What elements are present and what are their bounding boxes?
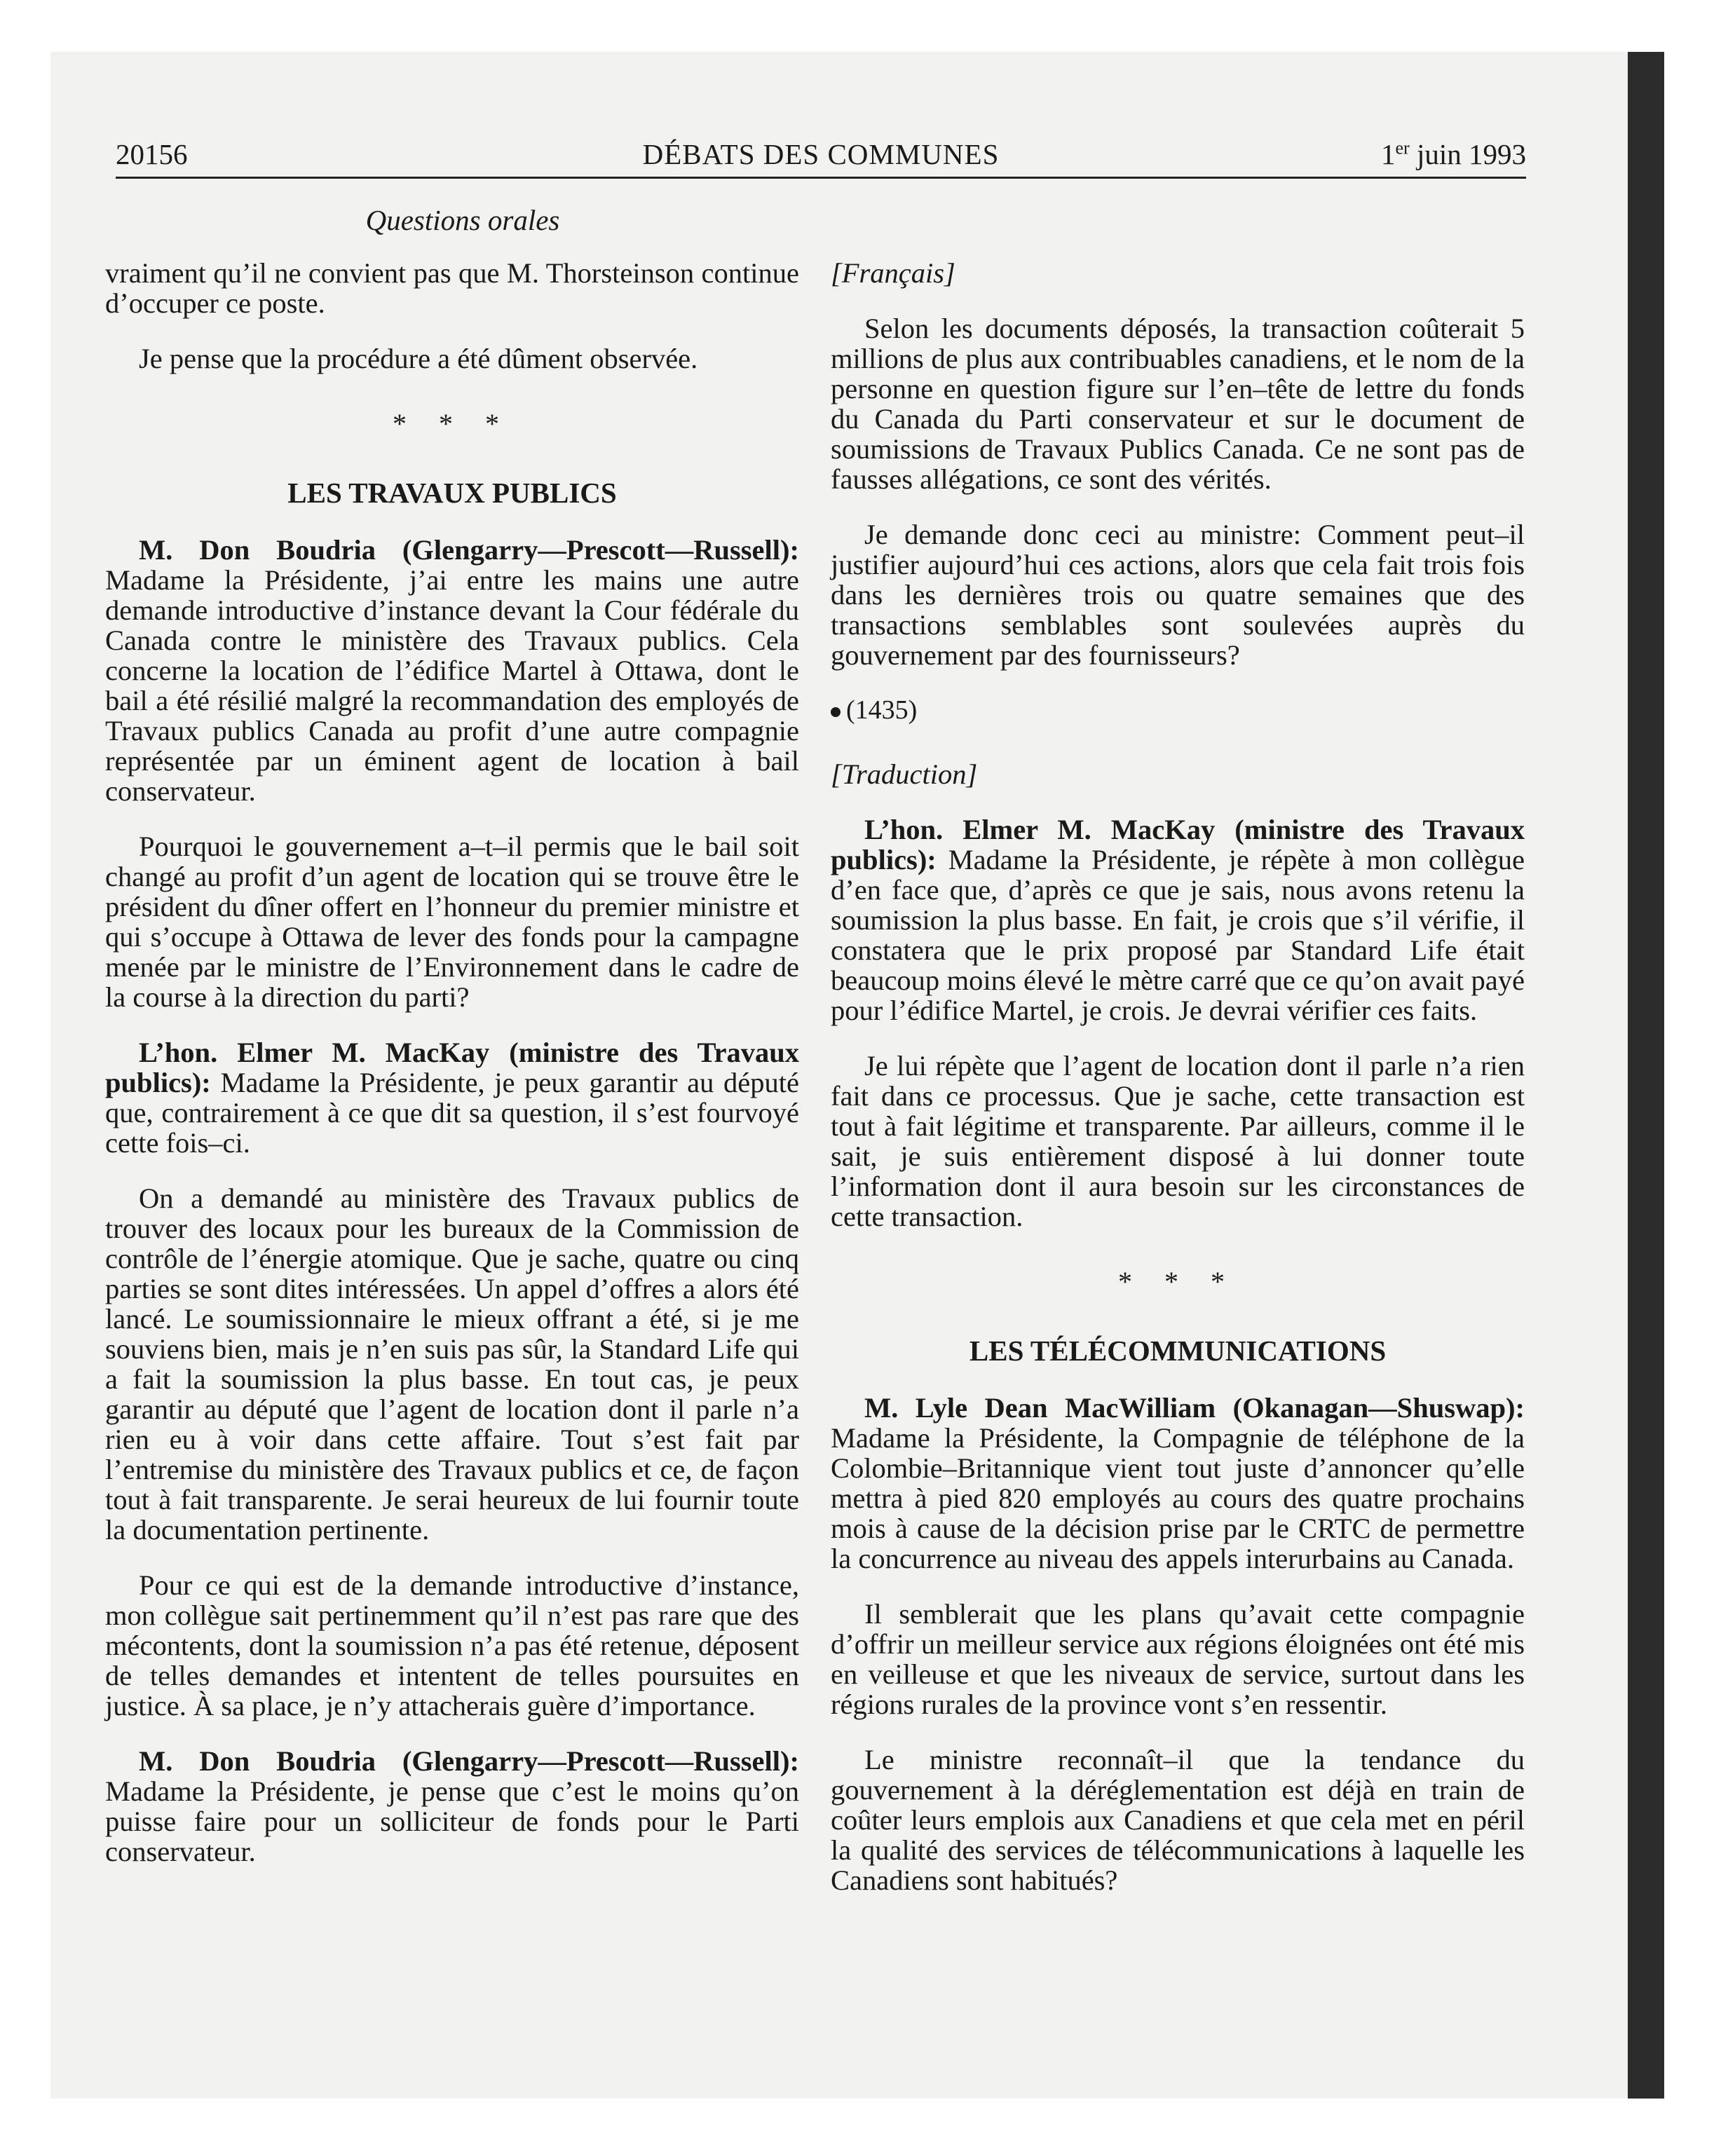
speaker-name: M. Don Boudria (Glengarry—Prescott—Russell): bbox=[139, 534, 799, 566]
paragraph: Pour ce qui est de la demande introductive d’instance, mon collègue sait pertinemment qu’il n’est pas rare que des mécontents, dont la soumission n’a pas été retenue, déposent de telles demandes et intentent de telles poursuites en justice. À sa place, je n’y attacherais guère d’importance. bbox=[105, 1569, 799, 1721]
right-column bbox=[831, 258, 1525, 1920]
header-rule bbox=[116, 177, 1526, 179]
speech-paragraph bbox=[105, 535, 799, 806]
speech-paragraph bbox=[831, 1393, 1525, 1574]
section-divider: * * * bbox=[393, 408, 512, 439]
speech-paragraph bbox=[105, 1037, 799, 1158]
date-month-year: juin 1993 bbox=[1409, 138, 1526, 170]
language-tag: [Traduction] bbox=[831, 758, 978, 790]
bullet-icon bbox=[831, 707, 841, 717]
left-column bbox=[105, 258, 799, 1892]
paragraph: Selon les documents déposés, la transaction coûterait 5 millions de plus aux contribuables canadiens, et le nom de la personne en question figure sur l’en–tête de lettre du fonds du Canada du Parti conservateur et sur le document de soumissions de Travaux Publics Canada. Ce ne sont pas de fausses allégations, ce sont des vérités. bbox=[831, 313, 1525, 495]
publication-title: DÉBATS DES COMMUNES bbox=[642, 138, 1000, 170]
language-tag: [Français] bbox=[831, 257, 955, 289]
speaker-name: M. Lyle Dean MacWilliam (Okanagan—Shuswap): bbox=[864, 1392, 1525, 1424]
section-heading: LES TRAVAUX PUBLICS bbox=[287, 477, 617, 509]
time-stamp bbox=[831, 695, 1525, 725]
page-number: 20156 bbox=[116, 138, 188, 170]
speech-text: Madame la Présidente, la Compagnie de téléphone de la Colombie–Britannique vient tout juste d’annoncer qu’elle mettra à pied 820 employés au cours des quatre prochains mois à cause de la décision prise par le CRTC de permettre la concurrence au niveau des appels interurbains au Canada. bbox=[831, 1422, 1525, 1574]
speaker-name: M. Don Boudria (Glengarry—Prescott—Russell): bbox=[139, 1745, 799, 1777]
speech-text: Madame la Présidente, je répète à mon collègue d’en face que, d’après ce que je sais, nous avons retenu la soumission la plus basse. En fait, je crois que s’il vérifie, il constatera que le prix proposé par Standard Life était beaucoup moins élevé le mètre carré que ce qu’on avait payé pour l’édifice Martel, je crois. Je devrai vérifier ces faits. bbox=[831, 844, 1525, 1026]
paragraph: Pourquoi le gouvernement a–t–il permis que le bail soit changé au profit d’un agent de location qui se trouve être le président du dîner offert en l’honneur du premier ministre et qui s’occupe à Ottawa de lever des fonds pour la campagne menée par le ministre de l’Environnement dans le cadre de la course à la direction du parti? bbox=[105, 831, 799, 1013]
section-label: Questions orales bbox=[365, 204, 560, 236]
paragraph: Il semblerait que les plans qu’avait cette compagnie d’offrir un meilleur service aux régions éloignées ont été mis en veilleuse et que les niveaux de service, surtout dans les régions rurales de la province vont s’en ressentir. bbox=[831, 1598, 1525, 1720]
date-day: 1 bbox=[1381, 138, 1396, 170]
section-heading: LES TÉLÉCOMMUNICATIONS bbox=[969, 1335, 1387, 1367]
speaker-name: L’hon. Elmer M. MacKay (ministre des Travaux publics): bbox=[831, 814, 1525, 875]
section-divider: * * * bbox=[1118, 1266, 1237, 1297]
paragraph: Le ministre reconnaît–il que la tendance du gouvernement à la déréglementation est déjà en train de coûter leurs emplois aux Canadiens et que cela met en péril la qualité des services de télécommunications à laquelle les Canadiens sont habitués? bbox=[831, 1744, 1525, 1896]
speech-text: Madame la Présidente, je pense que c’est le moins qu’on puisse faire pour un solliciteur de fonds pour le Parti conservateur. bbox=[105, 1775, 799, 1867]
page-binding-edge bbox=[1628, 52, 1664, 2099]
speech-text: Madame la Présidente, j’ai entre les mains une autre demande introductive d’instance devant la Cour fédérale du Canada contre le ministère des Travaux publics. Cela concerne la location de l’édifice Martel à Ottawa, dont le bail a été résilié malgré la recommandation des employés de Travaux publics Canada au profit d’une autre compagnie représentée par un éminent agent de location à bail conservateur. bbox=[105, 564, 799, 807]
speech-paragraph bbox=[105, 1746, 799, 1867]
date-superscript: er bbox=[1395, 137, 1410, 158]
time-stamp-text: (1435) bbox=[846, 695, 918, 725]
paragraph: vraiment qu’il ne convient pas que M. Thorsteinson continue d’occuper ce poste. bbox=[105, 257, 799, 319]
speaker-name: L’hon. Elmer M. MacKay (ministre des Travaux publics): bbox=[105, 1037, 799, 1098]
paragraph: On a demandé au ministère des Travaux publics de trouver des locaux pour les bureaux de la Commission de contrôle de l’énergie atomique. Que je sache, quatre ou cinq parties se sont dites intéressées. Un appel d’offres a alors été lancé. Le soumissionnaire le mieux offrant a été, si je me souviens bien, mais je n’en suis pas sûr, la Standard Life qui a fait la soumission la plus basse. En tout cas, je peux garantir au député que l’agent de location dont il parle n’a rien eu à voir dans cette affaire. Tout s’est fait par l’entremise du ministère des Travaux publics et ce, de façon tout à fait transparente. Je serai heureux de lui fournir toute la documentation pertinente. bbox=[105, 1182, 799, 1546]
speech-paragraph bbox=[831, 814, 1525, 1025]
page-header bbox=[116, 130, 1526, 175]
paragraph: Je pense que la procédure a été dûment observée. bbox=[139, 343, 698, 374]
paragraph: Je lui répète que l’agent de location dont il parle n’a rien fait dans ce processus. Que je sache, cette transaction est tout à fait légitime et transparente. Par ailleurs, comme il le sait, je suis entièrement disposé à lui donner toute l’information dont il aura besoin sur les circonstances de cette transaction. bbox=[831, 1050, 1525, 1232]
paragraph: Je demande donc ceci au ministre: Comment peut–il justifier aujourd’hui ces actions, alors que cela fait trois fois dans les dernières trois ou quatre semaines que des transactions semblables sont soulevées auprès du gouvernement par des fournisseurs? bbox=[831, 519, 1525, 671]
speech-text: Madame la Présidente, je peux garantir au député que, contrairement à ce que dit sa question, il s’est fourvoyé cette fois–ci. bbox=[105, 1067, 799, 1159]
publication-date bbox=[1381, 137, 1526, 171]
